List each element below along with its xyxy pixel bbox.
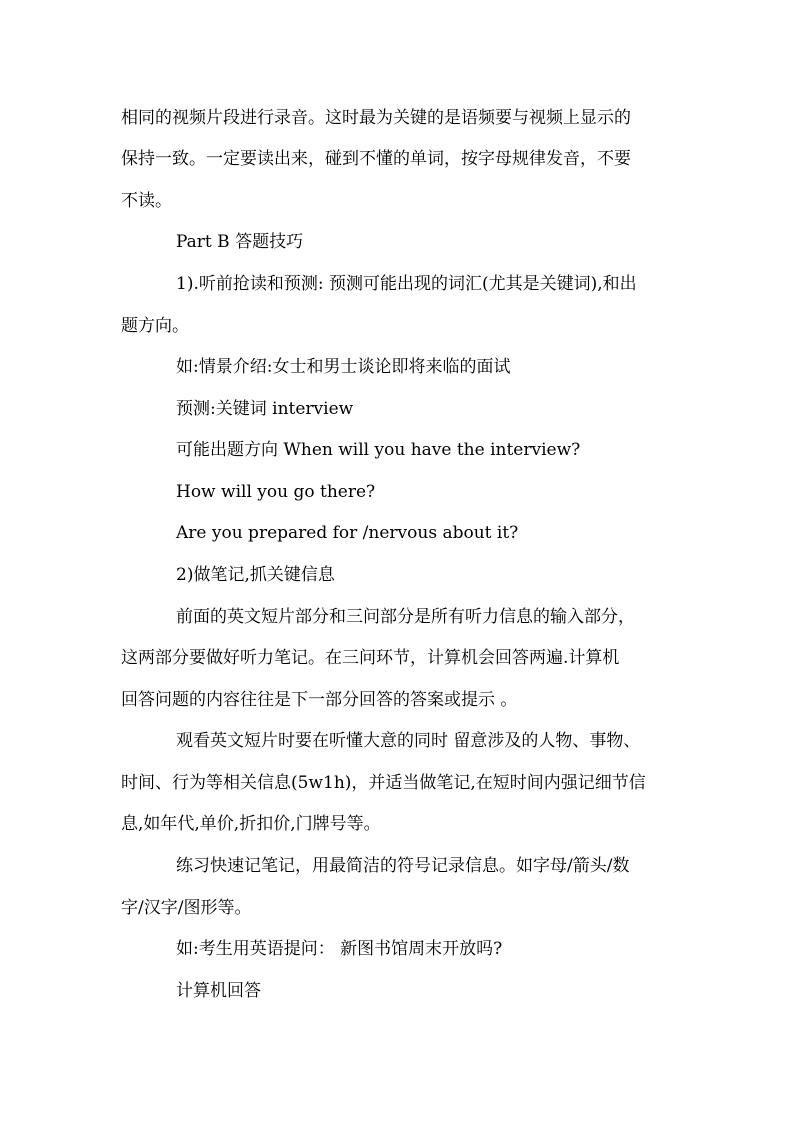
paragraph-line: 可能出题方向 When will you have the interview? [176,440,581,460]
paragraph-line: 练习快速记笔记，用最简洁的符号记录信息。如字母/箭头/数 [176,856,630,876]
paragraph-line: 回答问题的内容往往是下一部分回答的答案或提示 。 [121,690,518,710]
paragraph-line: How will you go there? [176,482,376,502]
paragraph-line: 预测:关键词 interview [176,399,354,419]
paragraph-line: 相同的视频片段进行录音。这时最为关键的是语频要与视频上显示的 [121,108,631,128]
paragraph-line: 计算机回答 [176,981,261,1001]
paragraph-line: 前面的英文短片部分和三问部分是所有听力信息的输入部分， [176,607,635,627]
paragraph-line: 时间、行为等相关信息(5w1h)，并适当做笔记,在短时间内强记细节信 [121,773,646,793]
paragraph-line: 题方向。 [121,316,189,336]
paragraph-line: 如:考生用英语提问： 新图书馆周末开放吗? [176,939,503,959]
paragraph-line: 观看英文短片时要在听懂大意的同时 留意涉及的人物、事物、 [176,731,641,751]
paragraph-line: 如:情景介绍:女士和男士谈论即将来临的面试 [176,357,511,377]
section-heading: Part B 答题技巧 [176,232,304,252]
section-heading: 2)做笔记,抓关键信息 [176,565,335,585]
paragraph-line: Are you prepared for /nervous about it? [176,523,519,543]
paragraph-line: 不读。 [121,191,172,211]
paragraph-line: 息,如年代,单价,折扣价,门牌号等。 [121,814,381,834]
paragraph-line: 字/汉字/图形等。 [121,898,252,918]
paragraph-line: 保持一致。一定要读出来，碰到不懂的单词，按字母规律发音，不要 [121,149,631,169]
paragraph-line: 这两部分要做好听力笔记。在三问环节，计算机会回答两遍.计算机 [121,648,620,668]
paragraph-line: 1).听前抢读和预测: 预测可能出现的词汇(尤其是关键词),和出 [176,274,637,294]
